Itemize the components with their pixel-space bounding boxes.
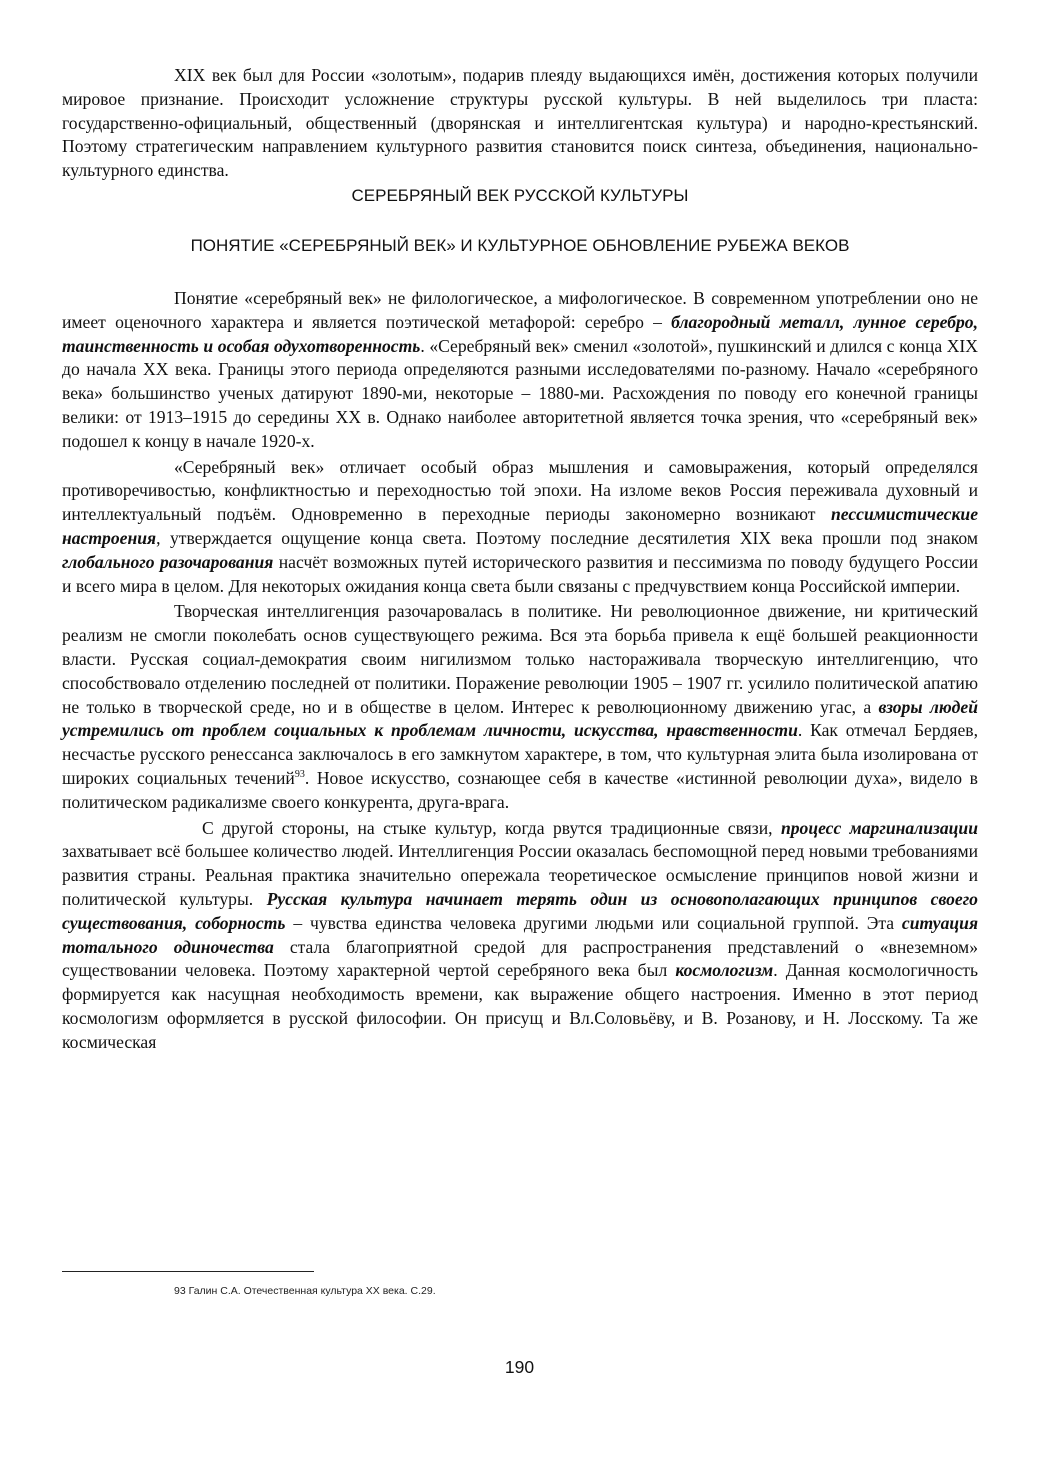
- footnote-divider: [62, 1271, 314, 1272]
- emphasis-text: ситуация тотального одиночества: [62, 912, 979, 957]
- emphasis-text: космологизм: [675, 960, 774, 981]
- emphasis-text: процесс маргинализации: [780, 817, 979, 838]
- footnote-reference[interactable]: 93: [294, 769, 305, 781]
- paragraph-2: «Серебряный век» отличает особый образ мышления и самовыражения, который определялся противоречивостью, конфликтностью и переходностью той эпохи. На изломе веков Россия переживала духовный и интеллектуальный подъём. Одновременно в переходные периоды закономерно возникают пессимистические настроения, утверждается ощущение конца света. Поэтому последние десятилетия XIX века прошли под знаком глобального разочарования насчёт возможных путей исторического развития и пессимизма по поводу будущего России и всего мира в целом. Для некоторых ожидания конца света были связаны с предчувствием конца Российской империи.: [62, 456, 978, 596]
- page-number: 190: [504, 1357, 535, 1377]
- emphasis-text: благородный металл, лунное серебро, таинственность и особая одухотворенность: [62, 311, 978, 356]
- emphasis-text: Русская культура начинает терять один из основополагающих принципов своего существования, соборность: [62, 888, 978, 933]
- subsection-heading: ПОНЯТИЕ «СЕРЕБРЯНЫЙ ВЕК» И КУЛЬТУРНОЕ ОБНОВЛЕНИЕ РУБЕЖА ВЕКОВ: [190, 235, 850, 255]
- emphasis-text: пессимистические настроения: [62, 504, 978, 548]
- emphasis-text: взоры людей устремились от проблем социальных к проблемам личности, искусства, нравственности: [62, 696, 979, 741]
- section-heading: СЕРЕБРЯНЫЙ ВЕК РУССКОЙ КУЛЬТУРЫ: [351, 185, 689, 205]
- intro-paragraph: XIX век был для России «золотым», подарив плеяду выдающихся имён, достижения которых получили мировое признание. Происходит усложнение структуры русской культуры. В ней выделилось три пласта: государственно-официальный, общественный (дворянская и интеллигентская культура) и народно-крестьянский. Поэтому стратегическим направлением культурного развития становится поиск синтеза, объединения, национально-культурного единства.: [62, 65, 978, 181]
- page-body: [62, 64, 978, 1054]
- paragraph-1: Понятие «серебряный век» не филологическое, а мифологическое. В современном употреблении оно не имеет оценочного характера и является поэтической метафорой: серебро – благородный металл, лунное серебро, таинственность и особая одухотворенность. «Серебряный век» сменил «золотой», пушкинский и длился с конца XIX до начала XX века. Границы этого периода определяются разными исследователями по-разному. Начало «серебряного века» большинство ученых датируют 1890-ми, некоторые – 1880-ми. Расхождения по поводу его конечной границы велики: от 1913–1915 до середины XX в. Однако наиболее авторитетной является точка зрения, что «серебряный век» подошел к концу в начале 1920-х.: [62, 287, 978, 451]
- footnote: 93 Галин С.А. Отечественная культура XX века. С.29.: [174, 1285, 436, 1297]
- paragraph-3: Творческая интеллигенция разочаровалась в политике. Ни революционное движение, ни критический реализм не смогли поколебать основ существующего режима. Вся эта борьба привела к ещё большей реакционности власти. Русская социал-демократия своим нигилизмом только настораживала творческую интеллигенцию, что способствовало отделению последней от политики. Поражение революции 1905 – 1907 гг. усилило политической апатию не только в творческой среде, но и в обществе в целом. Интерес к революционному движению угас, а взоры людей устремились от проблем социальных к проблемам личности, искусства, нравственности. Как отмечал Бердяев, несчастье русского ренессанса заключалось в его замкнутом характере, в том, что культурная элита была изолирована от широких социальных течений$^{93}$. Новое искусство, сознающее себя в качестве «истинной революции духа», видело в политическом радикализме своего конкурента, друга-врага.: [62, 601, 979, 812]
- emphasis-text: глобального разочарования: [62, 551, 274, 572]
- paragraph-4: С другой стороны, на стыке культур, когда рвутся традиционные связи, процесс маргинализации захватывает всё большее количество людей. Интеллигенция России оказалась беспомощной перед новыми требованиями развития страны. Реальная практика значительно опережала теоретическое осмысление принципов новой жизни и политической культуры. Русская культура начинает терять один из основополагающих принципов своего существования, соборность – чувства единства человека другими людьми или социальной группой. Эта ситуация тотального одиночества стала благоприятной средой для распространения представлений о «внеземном» существовании человека. Поэтому характерной чертой серебряного века был космологизм. Данная космологичность формируется как насущная необходимость времени, как выражение общего настроения. Именно в этот период космологизм оформляется в русской философии. Он присущ и Вл.Соловьёву, и В. Розанову, и Н. Лосскому. Та же космическая: [62, 817, 979, 1052]
